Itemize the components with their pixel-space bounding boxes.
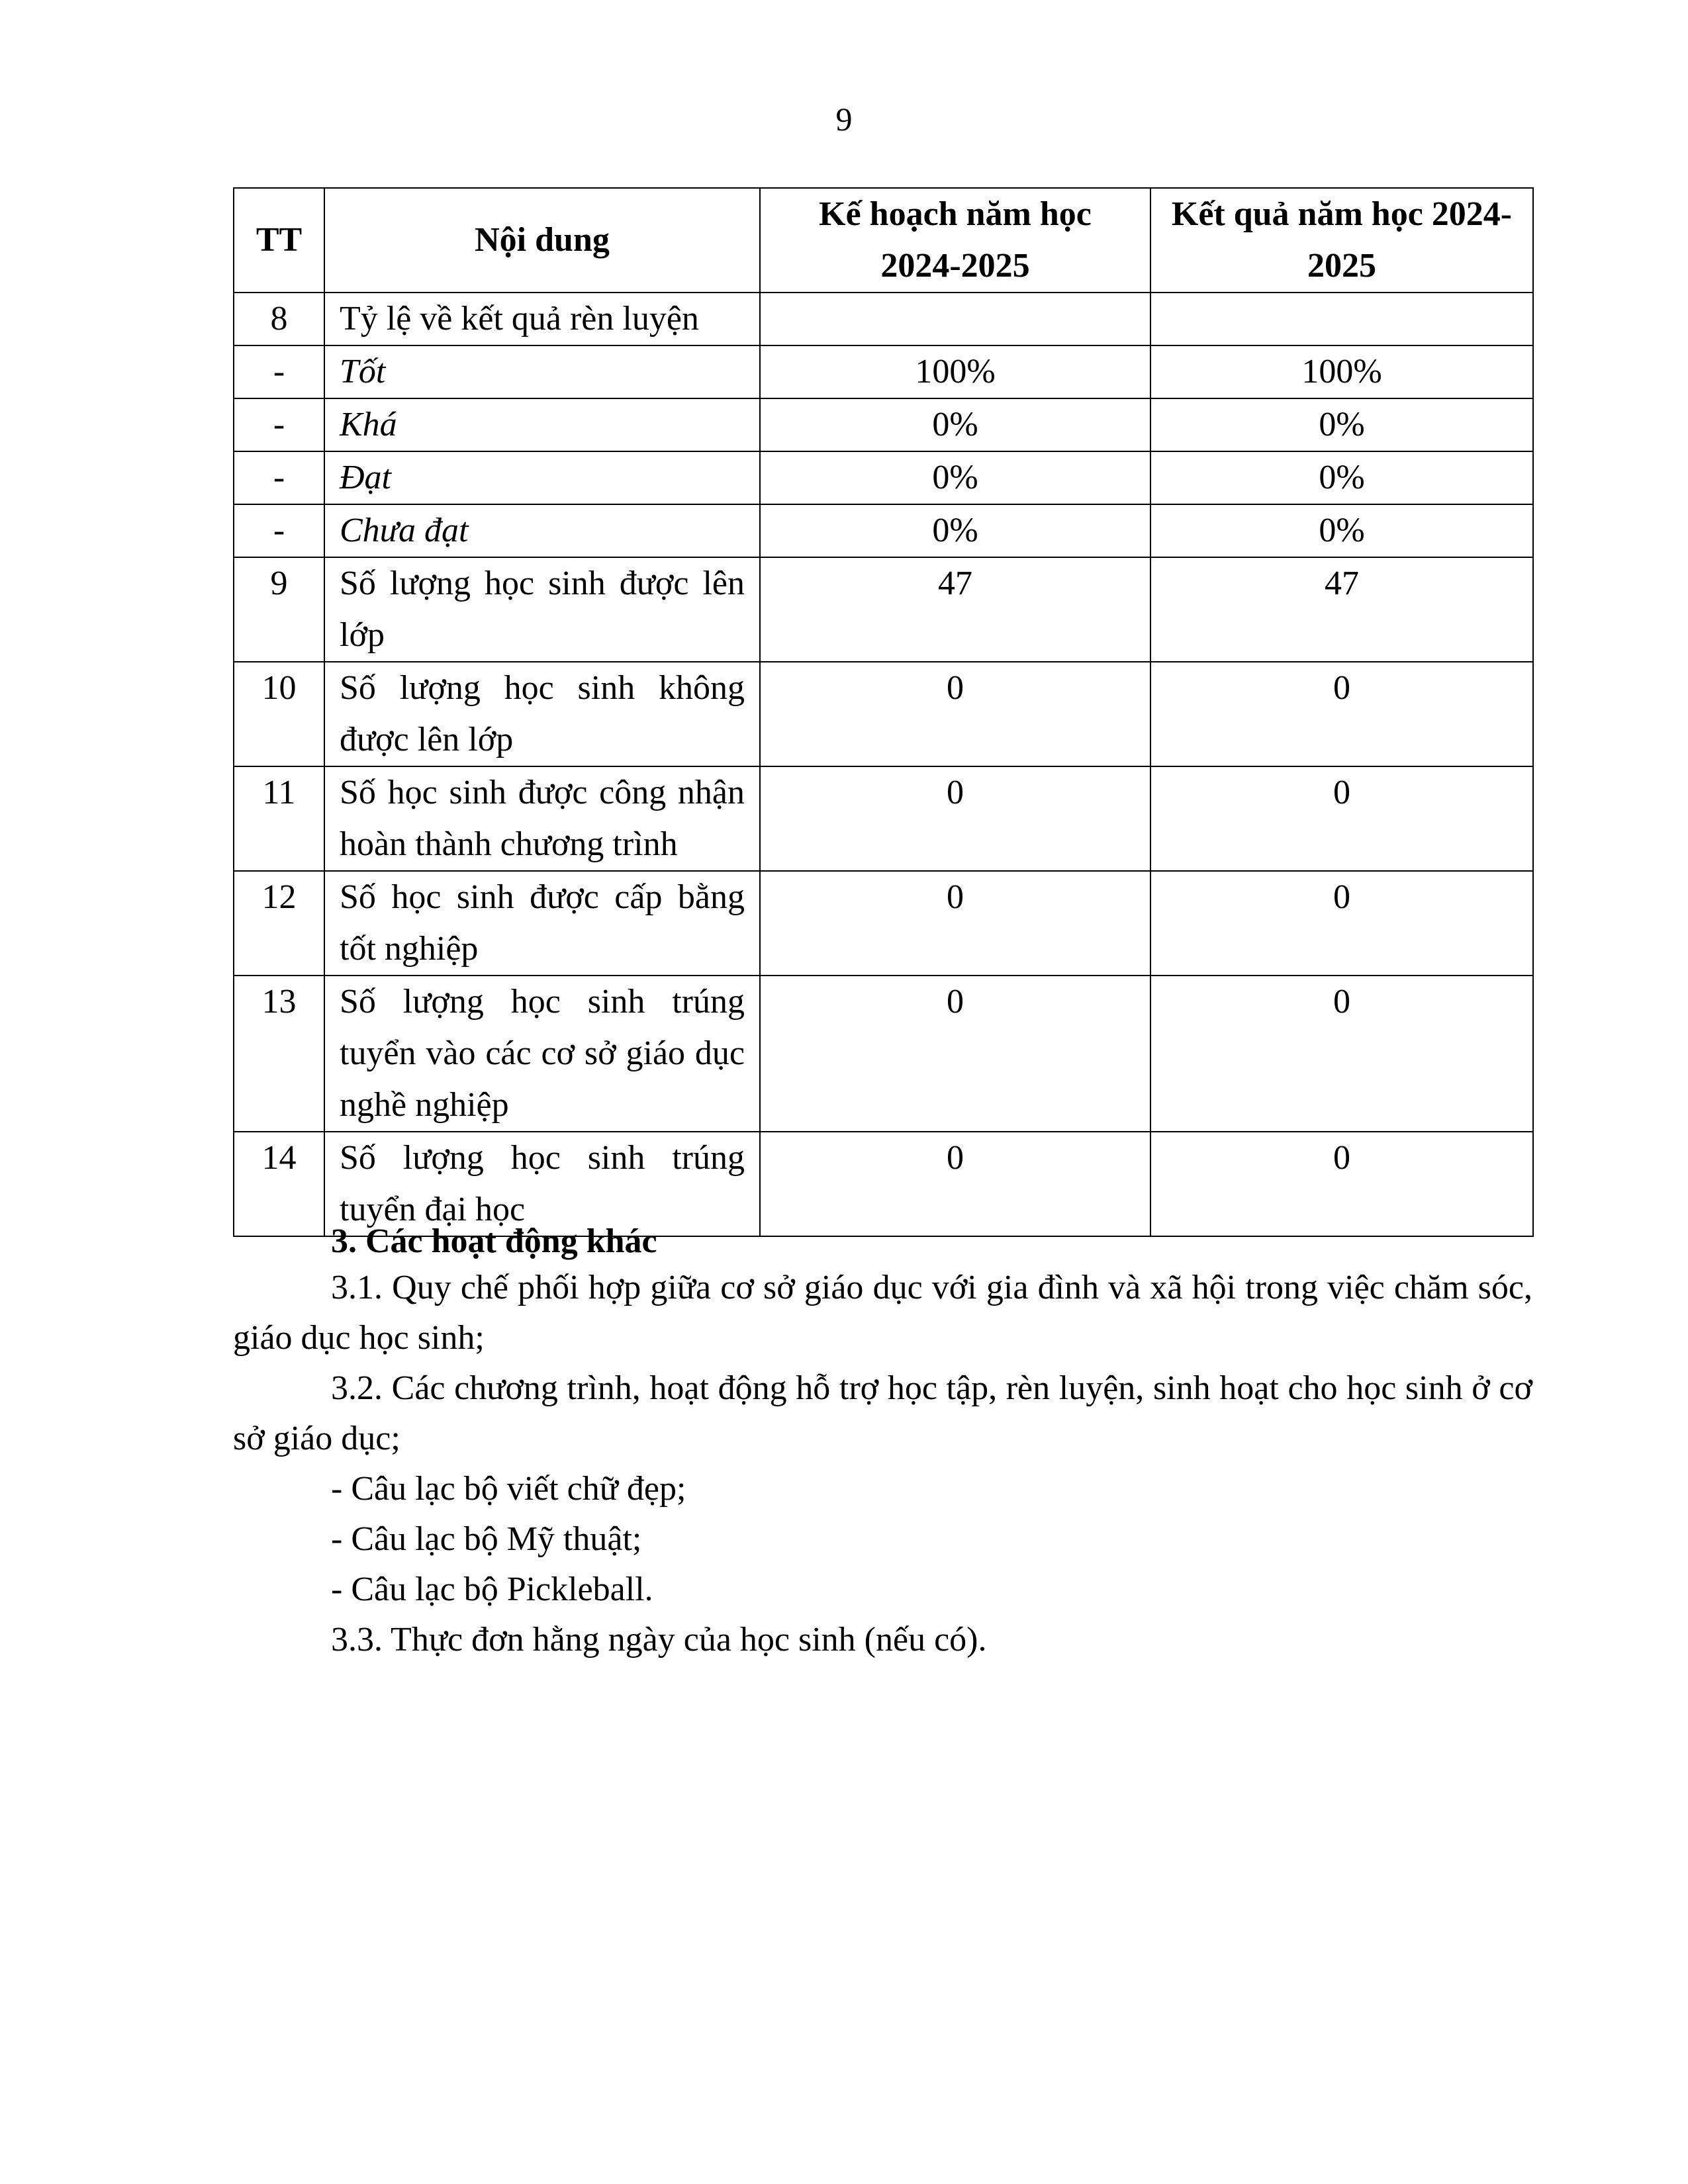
header-plan: Kế hoạch năm học 2024-2025: [760, 188, 1150, 293]
row-tt: 9: [234, 557, 324, 662]
row-tt: 12: [234, 871, 324, 976]
row-result: 0: [1150, 1132, 1533, 1236]
club-item: - Câu lạc bộ Mỹ thuật;: [331, 1520, 642, 1558]
row-result: 0: [1150, 662, 1533, 766]
table-row: [234, 398, 1533, 451]
row-result: [1150, 293, 1533, 345]
paragraph-3-3: 3.3. Thực đơn hằng ngày của học sinh (nếu có).: [331, 1621, 987, 1659]
table-row: [234, 504, 1533, 557]
row-tt: 13: [234, 976, 324, 1132]
table-row: [234, 345, 1533, 398]
row-content: Số lượng học sinh trúng tuyển đại học: [324, 1132, 760, 1236]
header-tt: TT: [234, 188, 324, 293]
row-tt: -: [234, 345, 324, 398]
row-plan: 47: [760, 557, 1150, 662]
table-row: [234, 976, 1533, 1132]
row-content: Tỷ lệ về kết quả rèn luyện: [324, 293, 760, 345]
row-content: Đạt: [324, 451, 760, 504]
row-result: 100%: [1150, 345, 1533, 398]
row-content: Số học sinh được cấp bằng tốt nghiệp: [324, 871, 760, 976]
row-content: Số lượng học sinh trúng tuyển vào các cơ sở giáo dục nghề nghiệp: [324, 976, 760, 1132]
row-content: Chưa đạt: [324, 504, 760, 557]
row-result: 0: [1150, 871, 1533, 976]
row-plan: [760, 293, 1150, 345]
row-result: 0%: [1150, 451, 1533, 504]
row-tt: -: [234, 451, 324, 504]
page-number: 9: [835, 101, 853, 138]
row-tt: 14: [234, 1132, 324, 1236]
row-result: 0%: [1150, 398, 1533, 451]
club-item: - Câu lạc bộ Pickleball.: [331, 1570, 653, 1608]
row-content: Số học sinh được công nhận hoàn thành chương trình: [324, 766, 760, 871]
paragraph-3-2: 3.2. Các chương trình, hoạt động hỗ trợ học tập, rèn luyện, sinh hoạt cho học sinh ở cơ sở giáo dục;: [233, 1369, 1532, 1457]
header-content: Nội dung: [324, 188, 760, 293]
row-plan: 0%: [760, 398, 1150, 451]
row-plan: 0: [760, 1132, 1150, 1236]
row-result: 0%: [1150, 504, 1533, 557]
row-result: 0: [1150, 766, 1533, 871]
row-content: Tốt: [324, 345, 760, 398]
table-row: [234, 293, 1533, 345]
row-content: Số lượng học sinh được lên lớp: [324, 557, 760, 662]
row-plan: 0: [760, 976, 1150, 1132]
row-plan: 0%: [760, 504, 1150, 557]
row-result: 0: [1150, 976, 1533, 1132]
row-tt: 11: [234, 766, 324, 871]
section-other-activities: [233, 1220, 1532, 1665]
table-row: [234, 662, 1533, 766]
row-tt: -: [234, 398, 324, 451]
row-tt: 10: [234, 662, 324, 766]
table-header-row: [234, 188, 1533, 293]
row-plan: 0: [760, 766, 1150, 871]
row-plan: 0%: [760, 451, 1150, 504]
header-result: Kết quả năm học 2024-2025: [1150, 188, 1533, 293]
row-result: 47: [1150, 557, 1533, 662]
table-row: [234, 451, 1533, 504]
row-tt: -: [234, 504, 324, 557]
table-row: [234, 557, 1533, 662]
row-content: Số lượng học sinh không được lên lớp: [324, 662, 760, 766]
row-plan: 100%: [760, 345, 1150, 398]
table-row: [234, 766, 1533, 871]
club-item: - Câu lạc bộ viết chữ đẹp;: [331, 1470, 686, 1508]
row-plan: 0: [760, 662, 1150, 766]
row-plan: 0: [760, 871, 1150, 976]
row-tt: 8: [234, 293, 324, 345]
row-content: Khá: [324, 398, 760, 451]
paragraph-3-1: 3.1. Quy chế phối hợp giữa cơ sở giáo dục với gia đình và xã hội trong việc chăm sóc, giáo dục học sinh;: [233, 1269, 1532, 1357]
results-table: [233, 187, 1534, 1237]
table-row: [234, 871, 1533, 976]
section-heading: 3. Các hoạt động khác: [331, 1222, 657, 1260]
